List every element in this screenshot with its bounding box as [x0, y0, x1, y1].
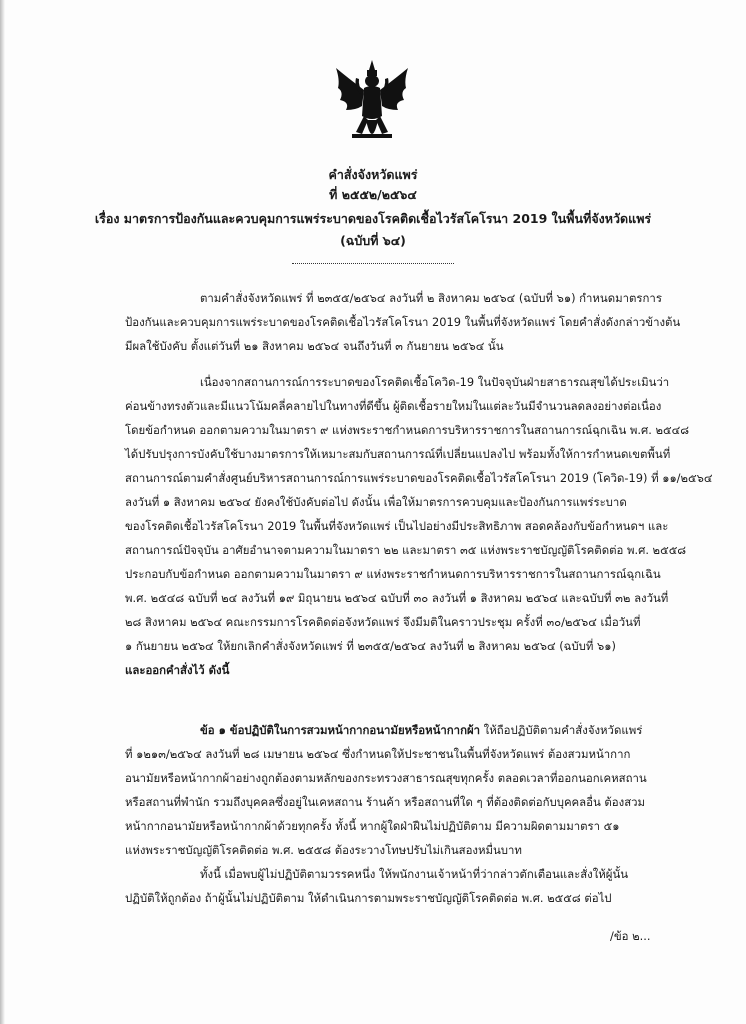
clause-heading: ข้อ ๑ ข้อปฏิบัติในการสวมหน้ากากอนามัยหรือหน้ากากผ้า: [200, 723, 481, 737]
clause-line: ที่ ๑๒๑๓/๒๕๖๔ ลงวันที่ ๒๘ เมษายน ๒๕๖๔ ซึ่งกำหนดให้ประชาชนในพื้นที่จังหวัดแพร่ ต้องสวมหน้ากาก: [125, 747, 631, 761]
body-line: สถานการณ์ตามคำสั่งศูนย์บริหารสถานการณ์การแพร่ระบาดของโรคติดเชื้อไวรัสโคโรนา 2019 (โควิด-19) ที่ ๑๑/๒๕๖๔: [125, 471, 713, 485]
body-line: ป้องกันและควบคุมการแพร่ระบาดของโรคติดเชื้อไวรัสโคโรนา 2019 ในพื้นที่จังหวัดแพร่ โดยคำสั่งดังกล่าวข้างต้น: [125, 315, 681, 329]
body-line: ค่อนข้างทรงตัวและมีแนวโน้มคลี่คลายไปในทางที่ดีขึ้น ผู้ติดเชื้อรายใหม่ในแต่ละวันมีจำนวนลดลงอย่างต่อเนื่อง: [125, 399, 662, 413]
garuda-emblem-icon: [330, 58, 414, 150]
clause-line: หรือสถานที่พำนัก รวมถึงบุคคลซึ่งอยู่ในเคหสถาน ร้านค้า หรือสถานที่ใด ๆ ที่ต้องติดต่อกับบุคคลอื่น ต้องสวม: [125, 795, 646, 809]
body-line: โดยข้อกำหนด ออกตามความในมาตรา ๙ แห่งพระราชกำหนดการบริหารราชการในสถานการณ์ฉุกเฉิน พ.ศ. ๒๕๔๘: [125, 423, 690, 437]
clause-line: ปฏิบัติให้ถูกต้อง ถ้าผู้นั้นไม่ปฏิบัติตาม ให้ดำเนินการตามพระราชบัญญัติโรคติดต่อ พ.ศ. ๒๕๕๘ ต่อไป: [125, 891, 612, 905]
body-line: ประกอบกับข้อกำหนด ออกตามความในมาตรา ๙ แห่งพระราชกำหนดการบริหารราชการในสถานการณ์ฉุกเฉิน: [125, 567, 661, 581]
scan-edge: [0, 0, 5, 1024]
clause-line: หน้ากากอนามัยหรือหน้ากากผ้าด้วยทุกครั้ง ทั้งนี้ หากผู้ใดฝ่าฝืนไม่ปฏิบัติตาม มีความผิดตามมาตรา ๕๑: [125, 819, 620, 833]
clause-text: ให้ถือปฏิบัติตามคำสั่งจังหวัดแพร่: [480, 723, 643, 737]
order-number: ที่ ๒๕๕๒/๒๕๖๔: [329, 187, 417, 202]
body-line: สถานการณ์ปัจจุบัน อาศัยอำนาจตามความในมาตรา ๒๒ และมาตรา ๓๕ แห่งพระราชบัญญัติโรคติดต่อ พ.ศ. ๒๕๕๘: [125, 543, 687, 557]
body-line: และออกคำสั่งไว้ ดังนี้: [125, 663, 230, 677]
order-edition: (ฉบับที่ ๖๔): [340, 233, 406, 248]
clause-line: อนามัยหรือหน้ากากผ้าอย่างถูกต้องตามหลักของกระทรวงสาธารณสุขทุกครั้ง ตลอดเวลาที่ออกนอกเคหสถาน: [125, 771, 647, 785]
body-line: พ.ศ. ๒๕๔๘ ฉบับที่ ๒๔ ลงวันที่ ๑๙ มิถุนายน ๒๕๖๔ ฉบับที่ ๓๐ ลงวันที่ ๑ สิงหาคม ๒๕๖๔ และฉบับที่ ๓๒ ลงวันที่: [125, 591, 669, 605]
body-line: ๑ กันยายน ๒๕๖๔ ให้ยกเลิกคำสั่งจังหวัดแพร่ ที่ ๒๓๕๕/๒๕๖๔ ลงวันที่ ๒ สิงหาคม ๒๕๖๔ (ฉบับที่ ๖๑): [125, 639, 616, 653]
body-line: ของโรคติดเชื้อไวรัสโคโรนา 2019 ในพื้นที่จังหวัดแพร่ เป็นไปอย่างมีประสิทธิภาพ สอดคล้องกับข้อกำหนดฯ และ: [125, 519, 669, 533]
clause-line: ทั้งนี้ เมื่อพบผู้ไม่ปฏิบัติตามวรรคหนึ่ง ให้พนักงานเจ้าหน้าที่ว่ากล่าวตักเตือนและสั่งให้ผู้นั้น: [200, 867, 629, 881]
clause-line: แห่งพระราชบัญญัติโรคติดต่อ พ.ศ. ๒๕๕๘ ต้องระวางโทษปรับไม่เกินสองหมื่นบาท: [125, 843, 522, 857]
body-line: เนื่องจากสถานการณ์การระบาดของโรคติดเชื้อโควิด-19 ในปัจจุบันฝ่ายสาธารณสุขได้ประเมินว่า: [200, 375, 670, 389]
body-line: ตามคำสั่งจังหวัดแพร่ ที่ ๒๓๕๕/๒๕๖๔ ลงวันที่ ๒ สิงหาคม ๒๕๖๔ (ฉบับที่ ๖๑) กำหนดมาตรการ: [200, 291, 662, 305]
body-line: มีผลใช้บังคับ ตั้งแต่วันที่ ๒๑ สิงหาคม ๒๕๖๔ จนถึงวันที่ ๓ กันยายน ๒๕๖๔ นั้น: [125, 339, 504, 353]
body-line: ลงวันที่ ๑ สิงหาคม ๒๕๖๔ ยังคงใช้บังคับต่อไป ดังนั้น เพื่อให้มาตรการควบคุมและป้องกันการแพร่ระบาด: [125, 495, 627, 509]
order-subject: เรื่อง มาตรการป้องกันและควบคุมการแพร่ระบาดของโรคติดเชื้อไวรัสโคโรนา 2019 ในพื้นที่จังหวัดแพร่: [94, 211, 652, 226]
body-line: ได้ปรับปรุงการบังคับใช้บางมาตรการให้เหมาะสมกับสถานการณ์ที่เปลี่ยนแปลงไป พร้อมทั้งให้การกำหนดเขตพื้นที่: [125, 447, 671, 461]
body-line: ๒๘ สิงหาคม ๒๕๖๔ คณะกรรมการโรคติดต่อจังหวัดแพร่ จึงมีมติในคราวประชุม ครั้งที่ ๓๐/๒๕๖๔ เมื่อวันที่: [125, 615, 641, 629]
separator-dots: [292, 263, 454, 264]
order-title: คำสั่งจังหวัดแพร่: [328, 167, 418, 182]
clause-line: [200, 722, 642, 738]
continuation-marker: /ข้อ ๒...: [610, 929, 651, 943]
